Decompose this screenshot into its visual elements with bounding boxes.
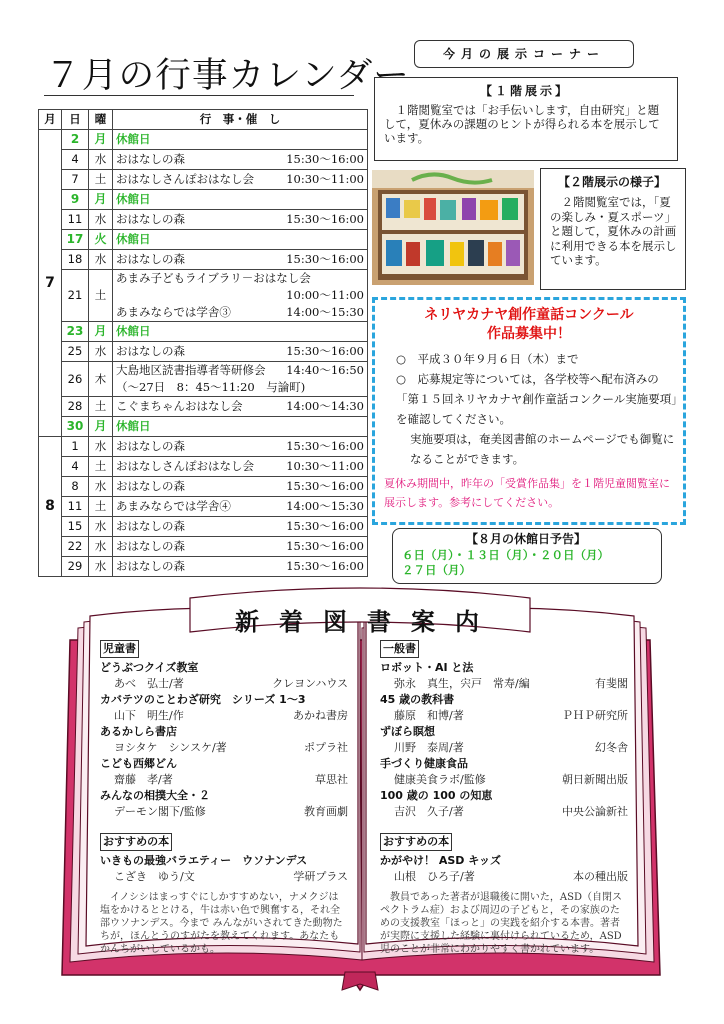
book-publisher: 本の種出版 <box>573 870 628 883</box>
book-title: どうぶつクイズ教室 <box>100 661 199 674</box>
event-time: 15:30～16:00 <box>286 252 364 266</box>
event-name: おはなしの森 <box>116 252 185 266</box>
children-books-column <box>100 640 348 956</box>
contest-item: ○ 平成３０年９月６日（木）まで <box>396 352 579 366</box>
event-name: 休館日 <box>116 419 151 433</box>
book-credit <box>380 772 628 788</box>
weekday-cell: 水 <box>89 210 113 230</box>
weekday-cell: 土 <box>89 497 113 517</box>
book-publisher: 幻冬舎 <box>595 741 628 754</box>
general-recommended-description: 教員であった著者が退職後に開いた，ASD（自閉スペクトラム症）および周辺の子どもと，その家族のための支援教室「ほっと」の実践を紹介する本書。著者が実際に支援した経験に裏付けられているため，ASD 児のことが非常にわかりやすく書かれています。 <box>380 892 622 955</box>
book-author: 弥永 真生，宍戸 常寿/編 <box>394 677 530 690</box>
event-name: おはなしさんぽおはなし会 <box>116 459 254 473</box>
book-credit <box>380 804 628 820</box>
day-cell: 1 <box>62 437 89 457</box>
event-time: 14:00～15:30 <box>286 499 364 513</box>
event-name: おはなしの森 <box>116 479 185 493</box>
book-publisher: あかね書房 <box>293 709 348 722</box>
book-item <box>100 660 348 692</box>
contest-note: 夏休み期間中，昨年の「受賞作品集」を１階児童閲覧室に展示します。参考にしてください。 <box>384 477 670 509</box>
event-name: おはなしの森 <box>116 439 185 453</box>
children-books-list <box>100 660 348 820</box>
children-recommended-label: おすすめの本 <box>100 833 172 851</box>
calendar-title: ７月の行事カレンダー <box>45 56 410 96</box>
day-cell: 17 <box>62 230 89 250</box>
book-title: みんなの相撲大全・２ <box>100 789 210 802</box>
floor2-exhibit-title: 【２階展示の様子】 <box>557 175 666 189</box>
book-publisher: クレヨンハウス <box>272 677 348 690</box>
event-name: あまみならでは学舎③ <box>116 305 231 319</box>
children-books-label: 児童書 <box>100 640 139 658</box>
day-cell: 2 <box>62 130 89 150</box>
event-time: 15:30～16:00 <box>286 559 364 573</box>
general-books-label: 一般書 <box>380 640 419 658</box>
weekday-cell: 水 <box>89 250 113 270</box>
event-name: 休館日 <box>116 132 151 146</box>
contest-title-line2: 作品募集中！ <box>487 326 571 342</box>
book-item <box>380 788 628 820</box>
event-name: こぐまちゃんおはなし会 <box>116 399 243 413</box>
closed-days-line: ２７日（月） <box>402 563 471 577</box>
weekday-cell: 土 <box>89 170 113 190</box>
weekday-cell: 土 <box>89 270 113 322</box>
event-time: 15:30～16:00 <box>286 539 364 553</box>
header-event: 行 事・催 し <box>113 110 368 130</box>
event-name: （～27日 8：45～11:20 与論町) <box>116 380 306 394</box>
book-credit <box>100 676 348 692</box>
event-name: おはなしの森 <box>116 152 185 166</box>
event-time: 10:30～11:00 <box>286 459 364 473</box>
book-credit <box>100 772 348 788</box>
book-title: ずぼら瞑想 <box>380 725 435 738</box>
event-time: 10:00～11:00 <box>286 288 364 302</box>
day-cell: 11 <box>62 497 89 517</box>
weekday-cell: 土 <box>89 457 113 477</box>
day-cell: 29 <box>62 557 89 577</box>
event-name: おはなしの森 <box>116 519 185 533</box>
book-author: 川野 泰周/著 <box>394 741 464 754</box>
book-publisher: 学研プラス <box>293 870 348 883</box>
book-author: こざき ゆう/文 <box>114 870 195 883</box>
event-time: 10:30～11:00 <box>286 172 364 186</box>
weekday-cell: 月 <box>89 190 113 210</box>
weekday-cell: 水 <box>89 437 113 457</box>
book-credit <box>100 740 348 756</box>
book-title: 手づくり健康食品 <box>380 757 468 770</box>
event-time: 15:30～16:00 <box>286 152 364 166</box>
book-author: デーモン閣下/監修 <box>114 805 206 818</box>
book-publisher: 朝日新聞出版 <box>562 773 628 786</box>
weekday-cell: 水 <box>89 557 113 577</box>
floor2-exhibit-text: ２階閲覧室では，「夏の楽しみ・夏スポーツ」と題して，夏休みの計画に利用できる本を展示しています。 <box>550 195 677 267</box>
book-item <box>380 724 628 756</box>
header-day: 日 <box>62 110 89 130</box>
contest-item: ○ 応募規定等については，各学校等へ配布済みの「第１５回ネリヤカナヤ創作童話コンクール実施要項」を確認してください。 <box>396 372 678 426</box>
book-item <box>100 788 348 820</box>
contest-title-line1: ネリヤカナヤ創作童話コンクール <box>424 307 634 323</box>
day-cell: 25 <box>62 342 89 362</box>
book-title: ロボット・AI と法 <box>380 661 474 674</box>
book-author: 健康美食ラボ/監修 <box>394 773 486 786</box>
header-month: 月 <box>39 110 62 130</box>
closed-days-line: ６日（月）・１３日（月）・２０日（月） <box>402 548 609 562</box>
event-name: 大島地区読書指導者等研修会 <box>116 363 266 377</box>
event-name: あまみならでは学舎④ <box>116 499 231 513</box>
event-name: 休館日 <box>116 324 151 338</box>
book-credit <box>100 708 348 724</box>
book-publisher: 中央公論新社 <box>562 805 628 818</box>
weekday-cell: 土 <box>89 397 113 417</box>
general-books-column <box>380 640 628 956</box>
book-item <box>100 756 348 788</box>
event-time: 15:30～16:00 <box>286 212 364 226</box>
weekday-cell: 水 <box>89 537 113 557</box>
event-name: 休館日 <box>116 232 151 246</box>
book-credit <box>100 869 348 885</box>
weekday-cell: 月 <box>89 417 113 437</box>
closed-days-title: 【８月の休館日予告】 <box>465 532 586 546</box>
floor1-exhibit-text: １階閲覧室では「お手伝いします，自由研究」と題して，夏休みの課題のヒントが得られる本を展示しています。 <box>384 103 660 145</box>
book-author: ヨシタケ シンスケ/著 <box>114 741 227 754</box>
book-author: 齋藤 孝/著 <box>114 773 173 786</box>
book-title: カバテツのことわざ研究 シリーズ 1～3 <box>100 693 306 706</box>
event-time: 15:30～16:00 <box>286 479 364 493</box>
floor1-exhibit-title: 【１階展示】 <box>479 84 570 98</box>
weekday-cell: 水 <box>89 477 113 497</box>
book-item <box>100 692 348 724</box>
contest-item: 実施要項は，奄美図書館のホームページでも御覧になることができます。 <box>410 432 675 466</box>
general-books-list <box>380 660 628 820</box>
event-time: 15:30～16:00 <box>286 439 364 453</box>
children-recommended-description: イノシシはまっすぐにしかすすめない，ナメクジは塩をかけるととける，牛は赤い色で興奮する，それ全部ウソナンデス。今まで みんながいされてきた動物たちが，ほんとうのすがたを教えてくれます。あなたもかんちがいしているかも。 <box>100 892 343 955</box>
day-cell: 22 <box>62 537 89 557</box>
book-item <box>380 756 628 788</box>
event-time: 15:30～16:00 <box>286 519 364 533</box>
new-books-title: 新着図書案内 <box>235 608 499 636</box>
event-time: 14:00～15:30 <box>286 305 364 319</box>
book-publisher: 草思社 <box>315 773 348 786</box>
day-cell: 11 <box>62 210 89 230</box>
weekday-cell: 水 <box>89 150 113 170</box>
book-item <box>380 692 628 724</box>
event-time: 15:30～16:00 <box>286 344 364 358</box>
book-publisher: 有斐閣 <box>595 677 628 690</box>
book-title: 45 歳の教科書 <box>380 693 455 706</box>
event-name: おはなしの森 <box>116 344 185 358</box>
book-author: あべ 弘士/著 <box>114 677 184 690</box>
day-cell: 8 <box>62 477 89 497</box>
event-name: あまみ子どもライブラリ－おはなし会 <box>116 271 311 285</box>
weekday-cell: 月 <box>89 322 113 342</box>
event-name: おはなしの森 <box>116 539 185 553</box>
day-cell: 28 <box>62 397 89 417</box>
book-title: あるかしら書店 <box>100 725 177 738</box>
day-cell: 4 <box>62 150 89 170</box>
event-name: おはなしの森 <box>116 559 185 573</box>
day-cell: 7 <box>62 170 89 190</box>
day-cell: 9 <box>62 190 89 210</box>
exhibit-corner-title: 今月の展示コーナー <box>414 40 634 68</box>
book-credit <box>380 676 628 692</box>
book-publisher: ＰＨＰ研究所 <box>562 709 628 722</box>
event-name: おはなしさんぽおはなし会 <box>116 172 254 186</box>
header-weekday: 曜 <box>89 110 113 130</box>
weekday-cell: 木 <box>89 362 113 397</box>
book-author: 吉沢 久子/著 <box>394 805 464 818</box>
day-cell: 21 <box>62 270 89 322</box>
book-item <box>380 660 628 692</box>
event-name: おはなしの森 <box>116 212 185 226</box>
weekday-cell: 水 <box>89 517 113 537</box>
day-cell: 18 <box>62 250 89 270</box>
day-cell: 4 <box>62 457 89 477</box>
event-time: 14:40～16:50 <box>286 363 364 377</box>
book-author: 山根 ひろ子/著 <box>394 870 475 883</box>
book-credit <box>380 708 628 724</box>
day-cell: 30 <box>62 417 89 437</box>
book-title: 100 歳の 100 の知恵 <box>380 789 493 802</box>
event-name: 休館日 <box>116 192 151 206</box>
weekday-cell: 月 <box>89 130 113 150</box>
weekday-cell: 水 <box>89 342 113 362</box>
day-cell: 23 <box>62 322 89 342</box>
day-cell: 15 <box>62 517 89 537</box>
book-credit <box>100 804 348 820</box>
month-cell: 8 <box>39 437 62 577</box>
book-author: 山下 明生/作 <box>114 709 184 722</box>
book-credit <box>380 869 628 885</box>
book-item <box>100 724 348 756</box>
book-publisher: ポプラ社 <box>304 741 348 754</box>
book-author: 藤原 和博/著 <box>394 709 464 722</box>
book-title: かがやけ！ ASD キッズ <box>380 854 502 867</box>
general-recommended-label: おすすめの本 <box>380 833 452 851</box>
day-cell: 26 <box>62 362 89 397</box>
event-time: 14:00～14:30 <box>286 399 364 413</box>
book-title: こども西郷どん <box>100 757 177 770</box>
book-credit <box>380 740 628 756</box>
book-title: いきもの最強バラエティー ウソナンデス <box>100 854 308 867</box>
month-cell: 7 <box>39 130 62 437</box>
book-publisher: 教育画劇 <box>304 805 348 818</box>
weekday-cell: 火 <box>89 230 113 250</box>
